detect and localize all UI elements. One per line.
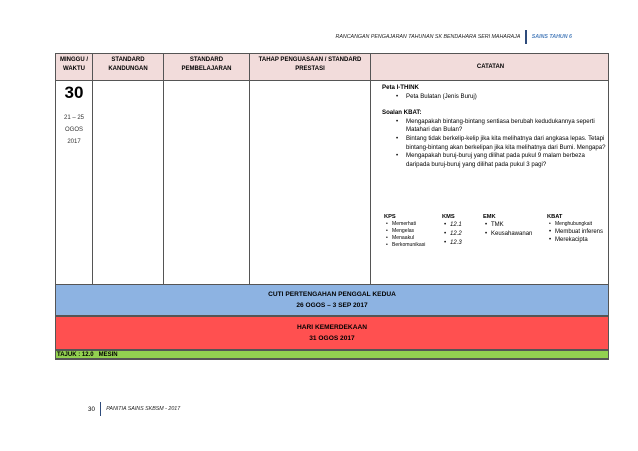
page-footer bbox=[88, 402, 180, 416]
table-header-row bbox=[56, 54, 608, 81]
kps-group bbox=[384, 214, 440, 249]
peta-item: • Peta Bulatan (Jenis Buruj) bbox=[396, 93, 610, 102]
emk-heading: EMK bbox=[483, 214, 496, 220]
soalan-heading: Soalan KBAT: bbox=[382, 109, 422, 117]
header-subject: SAINS TAHUN 6 bbox=[531, 34, 572, 40]
emk-group bbox=[483, 214, 545, 239]
soalan-item: • Mengapakah bintang-bintang sentiasa berubah kedudukannya seperti Matahari dan Bulan? bbox=[396, 118, 610, 135]
merdeka-band bbox=[55, 316, 609, 350]
col-header-tahap-penguasaan: TAHAP PENGUASAAN / STANDARD PRESTASI bbox=[250, 54, 371, 80]
col-header-catatan: CATATAN bbox=[476, 64, 505, 70]
kms-heading: KMS bbox=[442, 214, 455, 220]
col-header-standard-kandungan: STANDARD KANDUNGAN bbox=[93, 54, 164, 80]
week-number: 30 bbox=[64, 83, 84, 102]
week-date-month: OGOS bbox=[64, 127, 83, 133]
soalan-item: • Mengapakah buruj-buruj yang dilihat pada pukul 9 malam berbeza daripada buruj-buruj yang dilihat pada pukul 3 pagi? bbox=[396, 152, 610, 169]
emk-item: • Keusahawanan bbox=[485, 230, 545, 239]
cuti-title: CUTI PERTENGAHAN PENGGAL KEDUA bbox=[268, 291, 396, 298]
kms-item: • 12.3 bbox=[444, 239, 482, 248]
kbat-item: • Menghubungkait bbox=[549, 221, 609, 228]
week-date-year: 2017 bbox=[67, 139, 81, 145]
col-header-standard-pembelajaran: STANDARD PEMBELAJARAN bbox=[164, 54, 250, 80]
kms-group bbox=[442, 214, 482, 248]
peta-heading: Peta I-THINK bbox=[382, 84, 419, 91]
kms-item: • 12.1 bbox=[444, 221, 482, 230]
kps-item: • Berkomunikasi bbox=[386, 242, 440, 249]
merdeka-date: 31 OGOS 2017 bbox=[309, 335, 355, 342]
tajuk-label: TAJUK : 12.0 MESIN bbox=[57, 352, 118, 358]
kbat-heading: KBAT bbox=[547, 214, 563, 220]
kps-item: • Memerhati bbox=[386, 221, 440, 228]
cuti-band bbox=[55, 284, 609, 316]
merdeka-title: HARI KEMERDEKAAN bbox=[297, 324, 367, 331]
kbat-item: • Merekacipta bbox=[549, 236, 609, 244]
kps-item: • Mengelas bbox=[386, 228, 440, 235]
kms-item: • 12.2 bbox=[444, 230, 482, 239]
col-header-minggu: MINGGU / WAKTU bbox=[56, 54, 93, 80]
soalan-list bbox=[382, 118, 610, 170]
footer-text: PANITIA SAINS SKBSM - 2017 bbox=[106, 406, 181, 412]
page-header bbox=[336, 30, 572, 44]
week-date-days: 21 – 25 bbox=[63, 115, 85, 121]
kbat-item: • Membuat inferens bbox=[549, 228, 609, 236]
header-title: RANCANGAN PENGAJARAN TAHUNAN SK BENDAHARA SERI MAHARAJA bbox=[335, 34, 521, 40]
peta-list bbox=[382, 93, 610, 102]
page-number: 30 bbox=[88, 405, 95, 413]
soalan-item: • Bintang tidak berkelip-kelip jika kita melihatnya dari angkasa lepas. Tetapi bintang-bintang akan berkelipan jika kita melihatnya dari Bumi. Mengapa? bbox=[396, 135, 610, 152]
kps-heading: KPS bbox=[384, 214, 396, 220]
cuti-dates: 26 OGOS – 3 SEP 2017 bbox=[296, 302, 368, 309]
tajuk-band bbox=[55, 350, 609, 359]
skills-grid bbox=[384, 214, 610, 274]
emk-item: • TMK bbox=[485, 221, 545, 230]
catatan-cell bbox=[372, 81, 610, 169]
kps-item: • Menaakul bbox=[386, 235, 440, 242]
kbat-group bbox=[547, 214, 609, 244]
